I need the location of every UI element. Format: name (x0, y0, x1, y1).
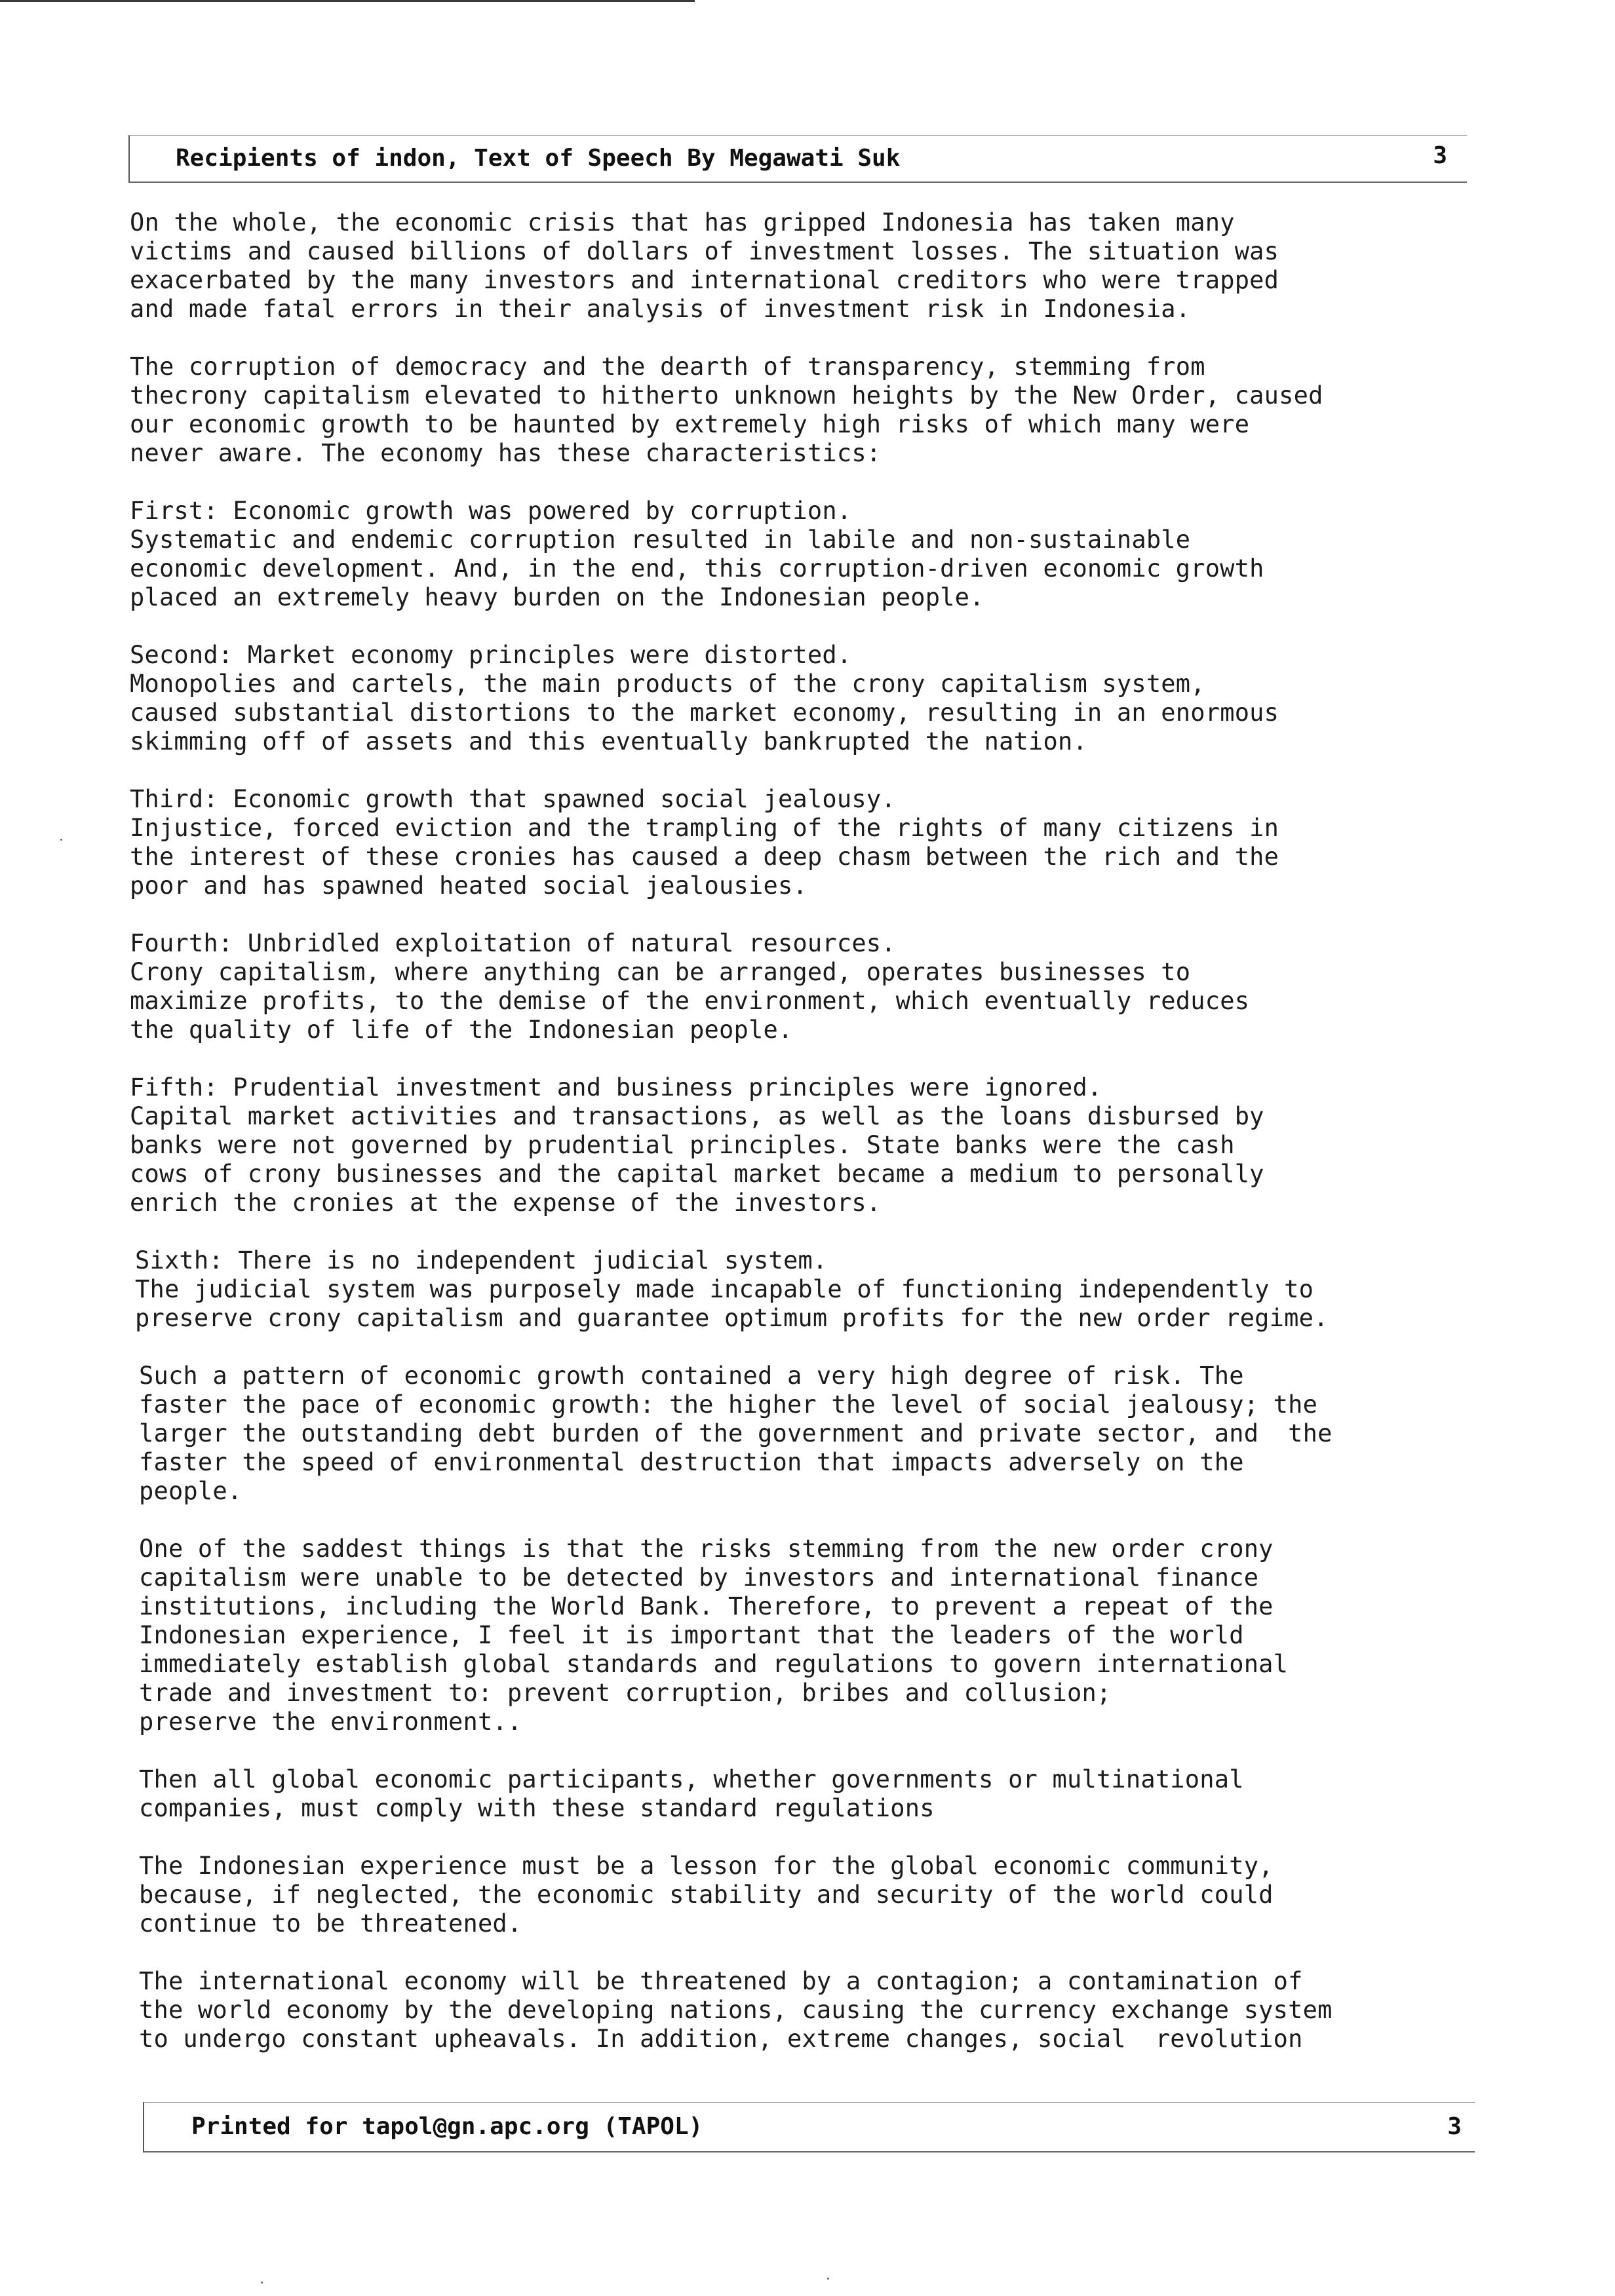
document-body (130, 208, 1480, 2082)
paragraph-saddest-things: One of the saddest things is that the risks stemming from the new order crony capitalism were unable to be detected by investors and international finance institutions, including the World Bank. Therefore, to prevent a repeat of the Indonesian experience, I feel it is important that the leaders of the world immediately establish global standards and regulations to govern international trade and investment to: prevent corruption, bribes and collusion; preserve the environment.. (139, 1535, 1289, 1736)
paragraph-second-characteristic: Second: Market economy principles were distorted. Monopolies and cartels, the main products of the crony capitalism system, caused substantial distortions to the market economy, resulting in an enormous skimming off of assets and this eventually bankrupted the nation. (130, 641, 1279, 756)
scan-speck (827, 2278, 829, 2280)
paragraph-corruption-of-democracy: The corruption of democracy and the dearth of transparency, stemming from thecrony capitalism elevated to hitherto unknown heights by the New Order, caused our economic growth to be haunted by extremely high risks of which many were never aware. The economy has these characteristics: (130, 353, 1323, 467)
paragraph-fifth-characteristic: Fifth: Prudential investment and business principles were ignored. Capital market activities and transactions, as well as the loans disbursed by banks were not governed by prudential principles. State banks were the cash cows of crony businesses and the capital market became a medium to personally enrich the cronies at the expense of the investors. (130, 1073, 1264, 1217)
header-title: Recipients of indon, Text of Speech By Megawati Suk (176, 145, 901, 172)
header-page-number: 3 (1433, 142, 1447, 169)
page-header (128, 135, 1467, 183)
paragraph-international-contagion: The international economy will be threatened by a contagion; a contamination of the world economy by the developing nations, causing the currency exchange system to undergo constant upheavals. In addition, extreme changes, social revolution (139, 1967, 1333, 2053)
paragraph-third-characteristic: Third: Economic growth that spawned social jealousy. Injustice, forced eviction and the trampling of the rights of many citizens in the interest of these cronies has caused a deep chasm between the rich and the poor and has spawned heated social jealousies. (130, 785, 1279, 900)
scan-speck (60, 839, 62, 841)
paragraph-indonesian-lesson: The Indonesian experience must be a lesson for the global economic community, because, if neglected, the economic stability and security of the world could continue to be threatened. (139, 1852, 1274, 1938)
footer-page-number: 3 (1447, 2113, 1462, 2140)
scan-edge-line (0, 0, 695, 2)
page-footer (143, 2102, 1475, 2152)
scan-speck (261, 2282, 263, 2284)
footer-printed-for: Printed for tapol@gn.apc.org (TAPOL) (191, 2113, 703, 2140)
paragraph-first-characteristic: First: Economic growth was powered by corruption. Systematic and endemic corruption resulted in labile and non-sustainable economic development. And, in the end, this corruption-driven economic growth placed an extremely heavy burden on the Indonesian people. (130, 497, 1264, 611)
paragraph-pattern-of-risk: Such a pattern of economic growth contained a very high degree of risk. The faster the pace of economic growth: the higher the level of social jealousy; the larger the outstanding debt burden of the government and private sector, and the faster the speed of environmental destruction that impacts adversely on the people. (139, 1362, 1333, 1505)
paragraph-sixth-characteristic: Sixth: There is no independent judicial system. The judicial system was purposely made incapable of functioning independently to preserve crony capitalism and guarantee optimum profits for the new order regime. (135, 1246, 1329, 1332)
paragraph-crisis-overview: On the whole, the economic crisis that has gripped Indonesia has taken many victims and caused billions of dollars of investment losses. The situation was exacerbated by the many investors and international creditors who were trapped and made fatal errors in their analysis of investment risk in Indonesia. (130, 208, 1279, 323)
paragraph-global-participants: Then all global economic participants, whether governments or multinational companies, must comply with these standard regulations (139, 1765, 1244, 1822)
paragraph-fourth-characteristic: Fourth: Unbridled exploitation of natural resources. Crony capitalism, where anything can be arranged, operates businesses to maximize profits, to the demise of the environment, which eventually reduces the quality of life of the Indonesian people. (130, 929, 1250, 1044)
